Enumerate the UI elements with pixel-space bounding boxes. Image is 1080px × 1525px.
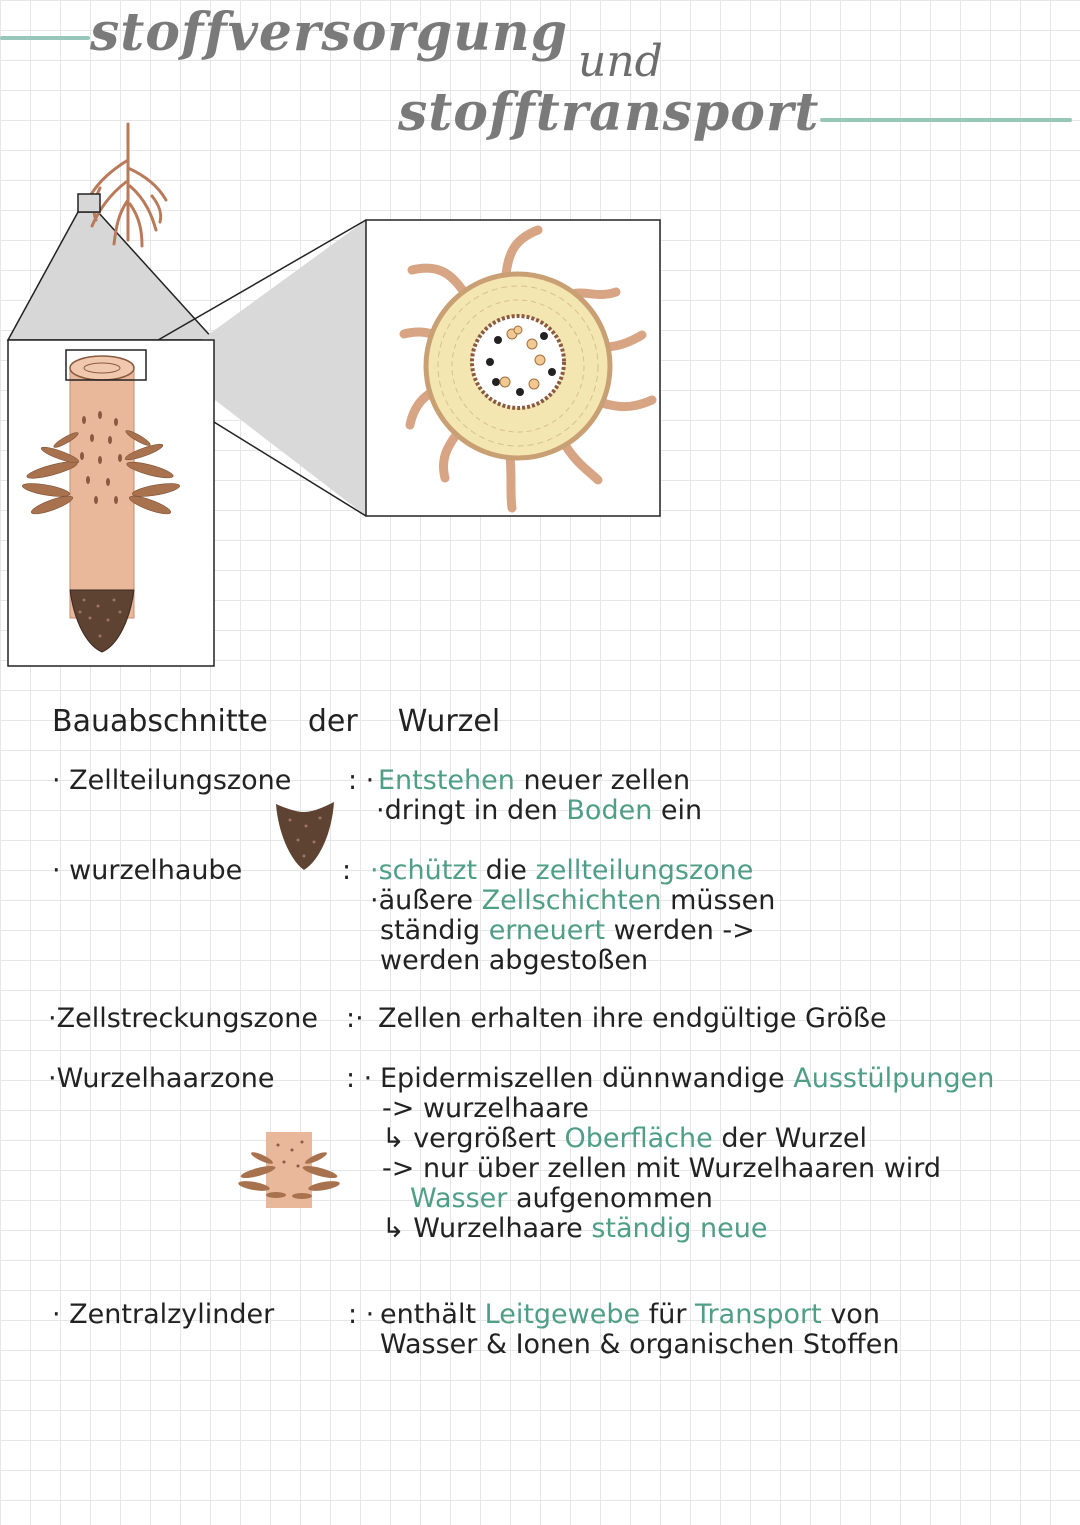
root-body (70, 368, 134, 618)
plant-zoom-marker (78, 194, 100, 212)
zellteilungszone-label: · Zellteilungszone (52, 765, 292, 796)
zellstreckungszone-text: Zellen erhalten ihre endgültige Größe (378, 1003, 887, 1034)
zellteilungszone-separator: : · (348, 765, 375, 796)
wurzelhaarzone-line-2: -> wurzelhaare (382, 1093, 589, 1124)
wurzelhaarzone-line-6: ↳ Wurzelhaare ständig neue (382, 1213, 768, 1244)
term-oberflaeche: Oberfläche (564, 1123, 713, 1154)
heading-word-1: Bauabschnitte (52, 704, 268, 739)
heading-word-2: der (307, 704, 358, 739)
term-boden: Boden (566, 795, 653, 826)
term-staendig-neue: ständig neue (591, 1213, 768, 1244)
title-line-2: stofftransport (398, 82, 820, 143)
wurzelhaarzone-line-1: Epidermiszellen dünnwandige Ausstülpungen (380, 1063, 995, 1094)
zentralzylinder-separator: : · (348, 1299, 375, 1330)
wurzelhaarzone-line-5: Wasser aufgenommen (410, 1183, 713, 1214)
root-top-section (70, 356, 134, 380)
zentralzylinder-line-2: Wasser & Ionen & organischen Stoffen (380, 1329, 900, 1360)
wurzelhaube-label: · wurzelhaube (52, 855, 243, 886)
root-illustration (0, 0, 1080, 700)
zoom-funnel-1 (8, 212, 214, 340)
zellstreckungszone-separator: :· (346, 1003, 364, 1034)
title-connector: und (578, 36, 663, 87)
term-schuetzt: ·schützt (370, 855, 478, 886)
heading-word-3: Wurzel (397, 704, 501, 739)
term-erneuert: erneuert (488, 915, 606, 946)
wurzelhaarzone-line-4: -> nur über zellen mit Wurzelhaaren wird (382, 1153, 942, 1184)
term-zellschichten: Zellschichten (481, 885, 662, 916)
title-line-1: stoffversorgung (90, 2, 569, 63)
term-zellteilungszone: zellteilungszone (535, 855, 754, 886)
zellstreckungszone-label: ·Zellstreckungszone (48, 1003, 318, 1034)
zellteilungszone-line-1: Entstehen neuer zellen (378, 765, 691, 796)
wurzelhaube-line-1: ·schützt die zellteilungszone (370, 855, 754, 886)
term-entstehen: Entstehen (378, 765, 515, 796)
wurzelhaarzone-label: ·Wurzelhaarzone (48, 1063, 275, 1094)
wurzelhaarzone-line-3: ↳ vergrößert Oberfläche der Wurzel (382, 1123, 867, 1154)
zentralzylinder-label: · Zentralzylinder (52, 1299, 275, 1330)
zentralzylinder-line-1: enthält Leitgewebe für Transport von (380, 1299, 880, 1330)
term-wasser: Wasser (410, 1183, 508, 1214)
wurzelhaube-line-4: werden abgestoßen (380, 945, 649, 976)
root-cap-inline-icon (276, 802, 334, 870)
term-transport: Transport (695, 1299, 822, 1330)
term-leitgewebe: Leitgewebe (484, 1299, 641, 1330)
term-ausstuelpungen: Ausstülpungen (793, 1063, 995, 1094)
wurzelhaube-line-2: ·äußere Zellschichten müssen (370, 885, 776, 916)
wurzelhaarzone-separator: : · (346, 1063, 373, 1094)
section-heading (52, 704, 540, 739)
zellteilungszone-line-2: ·dringt in den Boden ein (376, 795, 703, 826)
root-hair-zone-inline-icon-body (266, 1132, 312, 1208)
wurzelhaube-line-3: ständig erneuert werden -> (380, 915, 755, 946)
wurzelhaube-separator: : (342, 855, 352, 886)
